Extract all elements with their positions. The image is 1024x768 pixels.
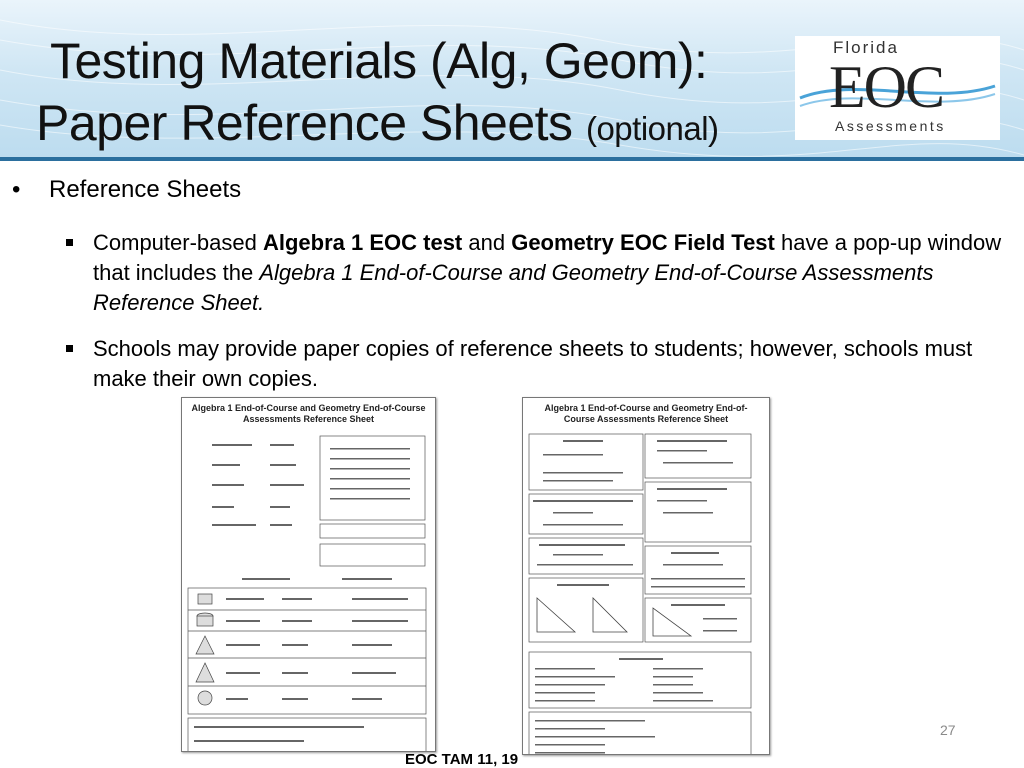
square-bullet-icon (66, 239, 73, 246)
logo-text-florida: Florida (833, 38, 899, 57)
page-number: 27 (940, 722, 956, 738)
slide-title (36, 30, 719, 160)
title-line-1: Testing Materials (Alg, Geom): (50, 33, 708, 89)
sub1-bold-algebra: Algebra 1 EOC test (262, 230, 463, 255)
bullet-text: Reference Sheets (49, 176, 242, 203)
sub1-text-2: and (462, 230, 512, 255)
reference-sheet-left (181, 397, 436, 752)
title-optional: (optional) (585, 110, 719, 147)
title-line-2: Paper Reference Sheets (36, 95, 573, 151)
logo-text-assessments: Assessments (835, 118, 946, 134)
sheet-right-content (523, 428, 769, 755)
header-divider (0, 157, 1024, 161)
sheet-left-title: Algebra 1 End-of-Course and Geometry End-of-Course Assessments Reference Sheet (191, 403, 426, 424)
florida-eoc-logo (795, 36, 1000, 140)
sheet-right-title: Algebra 1 End-of-Course and Geometry End-of-Course Assessments Reference Sheet (544, 403, 748, 424)
square-bullet-icon (66, 345, 73, 352)
sub1-text-1: Computer-based (93, 230, 263, 255)
bullet-dot-icon: • (12, 176, 21, 203)
sub2-text: Schools may provide paper copies of reference sheets to students; however, schools must make their own copies. (93, 336, 973, 391)
sub-bullet-computer-based (66, 228, 1006, 318)
logo-text-eoc: EOC (829, 54, 943, 120)
sub1-italic-title: Algebra 1 End-of-Course and Geometry End-of-Course Assessments Reference Sheet. (93, 260, 934, 315)
sub1-text-3: have a pop-up window that includes the (93, 230, 1002, 285)
sub1-bold-geometry: Geometry EOC Field Test (511, 230, 775, 255)
slide-header (0, 0, 1024, 160)
sub-bullet-schools (66, 334, 1006, 394)
sheet-left-content (182, 428, 435, 752)
reference-sheet-right (522, 397, 770, 755)
footer-text: EOC TAM 11, 19 (405, 751, 519, 768)
